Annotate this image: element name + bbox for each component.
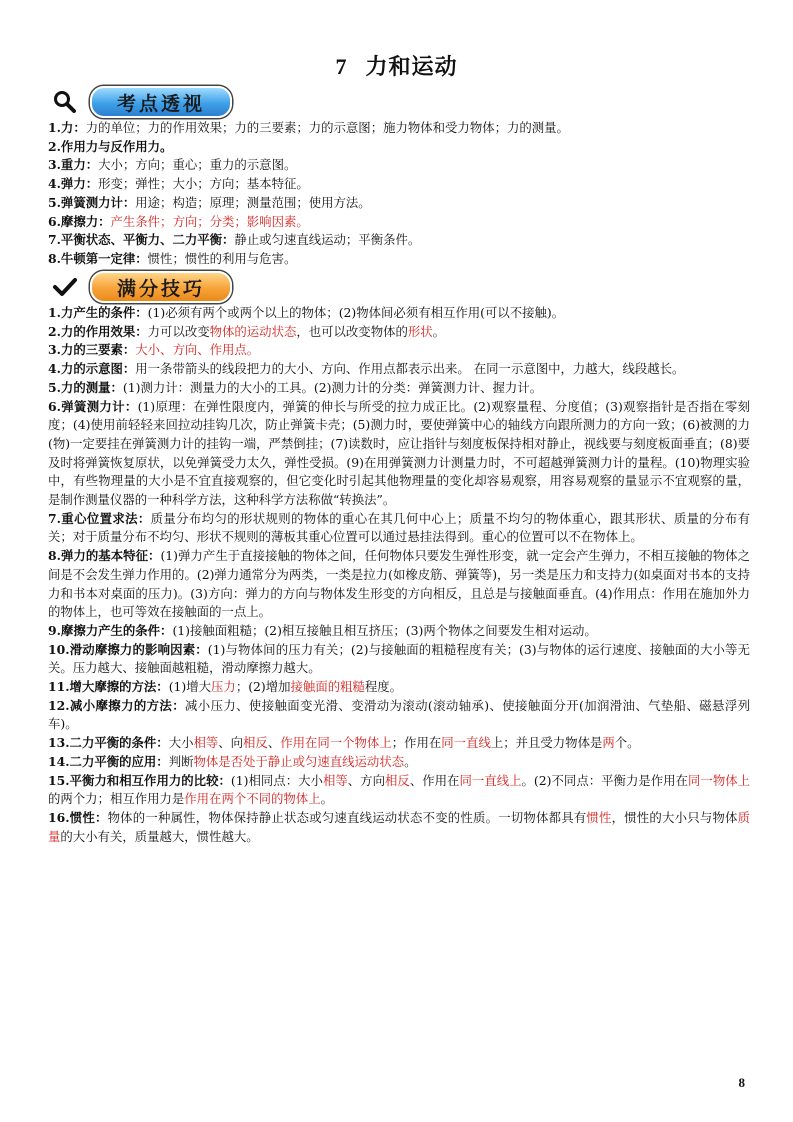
highlighted-text: 同一直线 [441, 735, 491, 751]
item-text: ，也可以改变物体的 [296, 323, 408, 339]
highlighted-text: 质量 [48, 809, 751, 844]
checkmark-icon [52, 274, 78, 300]
item-text: (1)必须有两个或两个以上的物体；(2)物体间必须有相互作用(可以不接触)。 [147, 305, 565, 320]
page-number: 8 [738, 1075, 745, 1090]
list-item [48, 398, 750, 510]
item-text: 、向 [218, 735, 244, 751]
list-item [48, 194, 750, 213]
item-heading: 1.力产生的条件： [48, 305, 148, 320]
list-item [48, 119, 750, 138]
section-banner-full-score-tips [52, 271, 232, 303]
item-text: 、作用在 [409, 772, 460, 788]
highlighted-text: 相等 [322, 772, 348, 788]
highlighted-text: 同一物体上 [688, 772, 751, 788]
highlighted-text: 产生条件；方向；分类；影响因素。 [110, 213, 309, 229]
list-item [48, 772, 750, 809]
item-text: 形变；弹性；大小；方向；基本特征。 [98, 176, 309, 192]
item-text: (1)原理：在弹性限度内，弹簧的伸长与所受的拉力成正比。(2)观察量程、分度值；(3)观察指针是否指在零刻度；(4)使用前轻轻来回拉动挂钩几次，防止弹簧卡壳；(5)测力时，要使弹簧中心的轴线方向跟所测力的方向一致；(6)被测的力(物)一定要挂在弹簧测力计的挂钩一端，严禁倒挂；(7)读数时，应让指针与刻度板保持相对静止，视线要与刻度板面垂直；(8)要及时将弹簧恢复原状，以免弹簧受力太久，弹性受损。(9)在用弹簧测力计测量力时，不可超越弹簧测力计的量程。(10)物理实验中，有些物理量的大小是不宜直接观察的，但它变化时引起其他物理量的变化却容易观察，用容易观察的量显示不宜观察的量，是制作测量仪器的一种科学方法，这种科学方法称做“转换法”。 [48, 398, 751, 508]
item-text: 质量分布均匀的形状规则的物体的重心在其几何中心上；质量不均匀的物体重心，跟其形状、质量的分布有关；对于质量分布不均匀、形状不规则的薄板其重心位置可以通过悬挂法得到。重心的位置可以不在物体上。 [48, 510, 751, 545]
item-heading: 15.平衡力和相互作用力的比较： [48, 772, 231, 788]
highlighted-text: 大小、方向、作用点。 [135, 342, 260, 358]
list-item [48, 678, 750, 697]
list-item [48, 231, 750, 250]
item-text: 、方向 [347, 772, 385, 788]
list-item [48, 547, 750, 622]
highlighted-text: 作用在同一个物体上 [280, 735, 392, 751]
list-item [48, 809, 750, 846]
item-text: 力可以改变 [147, 323, 210, 339]
item-heading: 9.摩擦力产生的条件： [48, 622, 173, 638]
item-text: 大小；方向；重心；重力的示意图。 [98, 157, 297, 173]
list-item [48, 622, 750, 641]
item-text: 用一条带箭头的线段把力的大小、方向、作用点都表示出来。 在同一示意图中，力越大，线段越长。 [135, 361, 685, 377]
item-heading: 5.力的测量： [48, 379, 123, 395]
highlighted-text: 惯性 [586, 809, 612, 825]
item-text: 。 [320, 791, 333, 807]
item-heading: 7.平衡状态、平衡力、二力平衡： [48, 232, 235, 248]
list-item [48, 156, 750, 175]
highlighted-text: 作用在两个不同的物体上 [184, 791, 321, 807]
item-text: (1)增大 [168, 679, 212, 695]
list-item [48, 304, 750, 323]
highlighted-text: 形状 [407, 323, 433, 339]
item-text: 的大小有关，质量越大，惯性越大。 [60, 828, 259, 844]
highlighted-text: 相等 [193, 735, 219, 751]
list-item [48, 734, 750, 753]
list-item [48, 753, 750, 772]
item-heading: 11.增大摩擦的方法： [48, 679, 169, 695]
item-text: 用途；构造；原理；测量范围；使用方法。 [135, 194, 371, 210]
list-item [48, 175, 750, 194]
highlighted-text: 压力 [211, 679, 236, 695]
item-heading: 1.力： [48, 120, 86, 135]
list-item [48, 641, 750, 678]
item-heading: 2.作用力与反作用力。 [48, 138, 173, 154]
highlighted-text: 物体是否处于静止或匀速直线运动状态 [193, 753, 405, 769]
item-text: ；作用在 [391, 735, 442, 751]
item-heading: 7.重心位置求法： [48, 510, 151, 526]
list-item [48, 341, 750, 360]
chapter-number: 7 [335, 54, 348, 79]
highlighted-text: 相反 [385, 772, 410, 788]
item-text: 大小 [168, 735, 194, 751]
item-text: 上；并且受力物体是 [490, 735, 603, 751]
item-heading: 8.弹力的基本特征： [48, 548, 161, 564]
item-heading: 6.弹簧测力计： [48, 398, 138, 414]
item-text: 个。 [614, 735, 640, 751]
item-text: 。 [432, 323, 446, 339]
item-text: 、 [267, 735, 281, 751]
item-heading: 4.弹力： [48, 176, 99, 192]
list-item [48, 360, 750, 379]
item-text: 判断 [168, 753, 194, 769]
highlighted-text: 同一直线上 [459, 772, 522, 788]
highlighted-text: 相反 [243, 735, 268, 751]
item-text: 力的单位；力的作用效果；力的三要素；力的示意图；施力物体和受力物体；力的测量。 [85, 120, 569, 135]
exam-points-list [48, 119, 750, 269]
full-score-tips-list [48, 304, 750, 846]
chapter-title: 力和运动 [365, 55, 458, 80]
item-heading: 3.重力： [48, 157, 99, 173]
item-heading: 8.牛顿第一定律： [48, 250, 148, 266]
item-heading: 10.滑动摩擦力的影响因素： [48, 641, 208, 657]
item-text: 静止或匀速直线运动；平衡条件。 [234, 232, 421, 248]
list-item [48, 213, 750, 232]
item-heading: 14.二力平衡的应用： [48, 753, 169, 769]
search-icon [52, 89, 78, 115]
page-title [0, 50, 793, 81]
item-heading: 12.减小摩擦力的方法： [48, 697, 186, 713]
item-text: 物体的一种属性，物体保持静止状态或匀速直线运动状态不变的性质。一切物体都具有 [107, 809, 587, 825]
item-heading: 5.弹簧测力计： [48, 194, 136, 210]
item-text: ，惯性的大小只与物体 [611, 809, 738, 825]
item-heading: 16.惯性： [48, 809, 108, 825]
section-label-full-score-tips: 满分技巧 [90, 271, 232, 303]
item-text: (1)测力计：测量力的大小的工具。(2)测力计的分类：弹簧测力计、握力计。 [122, 379, 543, 395]
item-heading: 6.摩擦力： [48, 213, 111, 229]
highlighted-text: 两 [602, 735, 615, 751]
highlighted-text: 接触面的粗糙 [290, 679, 365, 695]
item-heading: 13.二力平衡的条件： [48, 735, 169, 751]
item-text: 。(2)不同点：平衡力是作用在 [521, 772, 688, 788]
list-item [48, 250, 750, 269]
list-item [48, 697, 750, 734]
item-heading: 3.力的三要素： [48, 342, 136, 358]
item-text: 程度。 [364, 679, 403, 695]
item-text: (1)弹力产生于直接接触的物体之间，任何物体只要发生弹性形变，就一定会产生弹力，不相互接触的物体之间是不会发生弹力作用的。(2)弹力通常分为两类，一类是拉力(如橡皮筋、弹簧等)，另一类是压力和支持力(如桌面对书本的支持力和书本对桌面的压力)。(3)方向：弹力的方向与物体发生形变的方向相反，且总是与接触面垂直。(4)作用点：作用在施加外力的物体上，也可等效在接触面的一点上。 [48, 548, 751, 620]
list-item [48, 323, 750, 342]
item-text: (1)接触面粗糙；(2)相互接触且相互挤压；(3)两个物体之间要发生相对运动。 [172, 622, 597, 638]
item-text: 。 [404, 753, 417, 769]
section-banner-exam-points [52, 86, 232, 118]
list-item [48, 379, 750, 398]
item-text: 惯性；惯性的利用与危害。 [147, 250, 297, 266]
item-text: 的两个力；相互作用力是 [48, 791, 185, 807]
item-text: (1)相同点：大小 [230, 772, 323, 788]
item-heading: 4.力的示意图： [48, 361, 136, 377]
item-text: (1)与物体间的压力有关；(2)与接触面的粗糙程度有关；(3)与物体的运行速度、接触面的大小等无关。压力越大、接触面越粗糙，滑动摩擦力越大。 [48, 641, 750, 676]
list-item [48, 138, 750, 157]
item-text: ；(2)增加 [235, 679, 291, 695]
highlighted-text: 物体的运动状态 [209, 323, 297, 339]
list-item [48, 510, 750, 547]
item-heading: 2.力的作用效果： [48, 323, 148, 339]
item-text: 减小压力、使接触面变光滑、变滑动为滚动(滚动轴承)、使接触面分开(加润滑油、气垫船、磁悬浮列车)。 [48, 697, 750, 732]
section-label-exam-points: 考点透视 [90, 86, 232, 118]
